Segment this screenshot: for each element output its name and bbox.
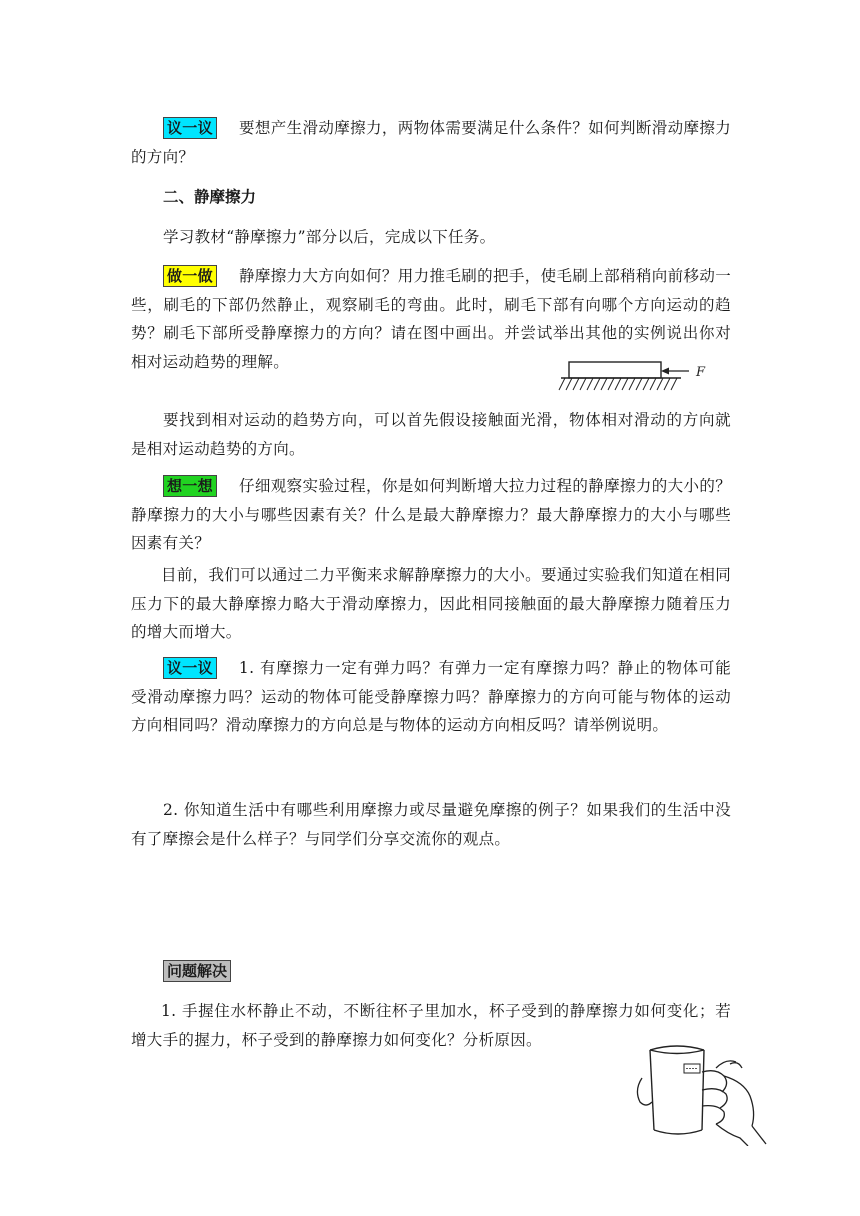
discuss-tag: 议一议 <box>163 117 217 139</box>
ground-hatch <box>559 378 677 390</box>
balance-paragraph: 目前，我们可以通过二力平衡来求解静摩擦力的大小。要通过实验我们知道在相同压力下的最大静摩擦力略大于滑动摩擦力，因此相同接触面的最大静摩擦力随着压力的增大而增大。 <box>131 566 731 641</box>
think-tag: 想一想 <box>163 475 217 497</box>
intro-paragraph: 学习教材“静摩擦力”部分以后，完成以下任务。 <box>163 228 496 246</box>
do-text: 静摩擦力大方向如何？用力推毛刷的把手，使毛刷上部稍稍向前移动一些，刷毛的下部仍然静止，观察刷毛的弯曲。此时，刷毛下部有向哪个方向运动的趋势？刷毛下部所受静摩擦力的方向？请在图中画出。并尝试举出其他的实例说出你对相对运动趋势的理解。 <box>131 267 731 371</box>
think-text: 仔细观察实验过程，你是如何判断增大拉力过程的静摩擦力的大小的？静摩擦力的大小与哪些因素有关？什么是最大静摩擦力？最大静摩擦力的大小与哪些因素有关？ <box>131 477 731 552</box>
discuss-text: 要想产生滑动摩擦力，两物体需要满足什么条件？如何判断滑动摩擦力的方向？ <box>131 119 731 166</box>
hand <box>637 1061 766 1146</box>
section-heading: 二、静摩擦力 <box>163 188 257 206</box>
discuss-text-2: 1. 有摩擦力一定有弹力吗？有弹力一定有摩擦力吗？静止的物体可能受滑动摩擦力吗？运动的物体可能受静摩擦力吗？静摩擦力的方向可能与物体的运动方向相同吗？滑动摩擦力的方向总是与物体的运动方向相反吗？请举例说明。 <box>131 659 731 734</box>
force-arrow-head <box>661 368 669 375</box>
discuss-section-1 <box>131 114 731 171</box>
force-label: F <box>696 365 706 380</box>
discuss-tag-2: 议一议 <box>163 657 217 679</box>
do-tag: 做一做 <box>163 265 217 287</box>
discuss-section-2 <box>131 654 731 740</box>
cup <box>650 1046 704 1134</box>
block-force-figure <box>555 356 715 400</box>
problem-paragraph: 1. 手握住水杯静止不动，不断往杯子里加水，杯子受到的静摩擦力如何变化；若增大手的握力，杯子受到的静摩擦力如何变化？分析原因。 <box>131 1002 731 1049</box>
hand-holding-cup-figure <box>632 1042 772 1146</box>
problem-tag: 问题解决 <box>163 960 231 982</box>
think-section <box>131 472 731 558</box>
block <box>569 362 661 378</box>
problem-tag-wrap <box>131 960 253 982</box>
question-2-paragraph: 2. 你知道生活中有哪些利用摩擦力或尽量避免摩擦的例子？如果我们的生活中没有了摩擦会是什么样子？与同学们分享交流你的观点。 <box>131 801 731 848</box>
trend-paragraph: 要找到相对运动的趋势方向，可以首先假设接触面光滑，物体相对滑动的方向就是相对运动趋势的方向。 <box>131 411 731 458</box>
